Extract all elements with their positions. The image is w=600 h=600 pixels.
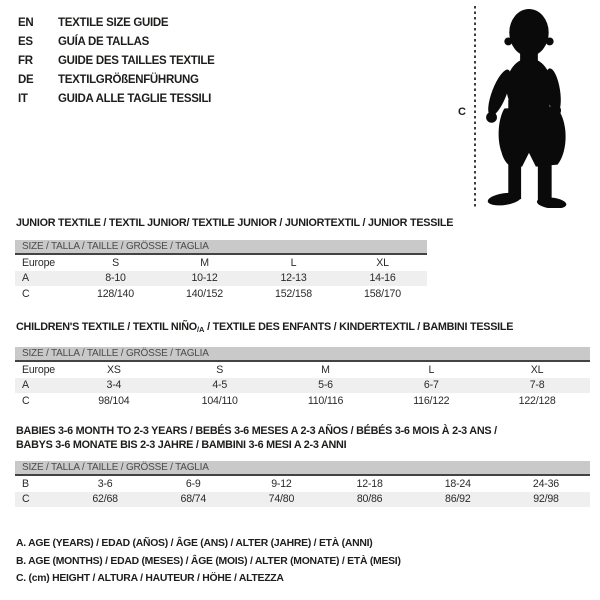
lang-code: DE [18, 73, 34, 86]
cell: 10-12 [191, 272, 218, 285]
guide-title-en: TEXTILE SIZE GUIDE [58, 16, 169, 29]
cell: L [428, 363, 435, 376]
row-label: Europe [22, 256, 55, 269]
size-header-bar: SIZE / TALLA / TAILLE / GRÖSSE / TAGLIA [15, 240, 427, 255]
guide-title-fr: GUIDE DES TAILLES TEXTILE [58, 54, 215, 67]
legend-notes [16, 535, 401, 588]
row-label: C [22, 394, 30, 407]
note-age-months: B. AGE (MONTHS) / EDAD (MESES) / ÂGE (MOIS) / ALTER (MONATE) / ETÀ (MESI) [16, 555, 401, 567]
row-label: A [22, 272, 29, 285]
cell: 116/122 [413, 394, 450, 407]
lang-code: ES [18, 35, 33, 48]
row-label: B [22, 477, 29, 490]
cell: 6-7 [423, 379, 439, 392]
babies-title-line1: BABIES 3-6 MONTH TO 2-3 YEARS / BEBÉS 3-6 MESES A 2-3 AÑOS / BÉBÉS 3-6 MOIS À 2-3 ANS / [16, 425, 497, 437]
children-title-pre: CHILDREN'S TEXTILE / TEXTIL NIÑO [16, 321, 197, 333]
size-header-bar: SIZE / TALLA / TAILLE / GRÖSSE / TAGLIA [15, 461, 590, 476]
cell: 9-12 [271, 477, 292, 490]
table-row [15, 492, 590, 508]
cell: M [321, 363, 330, 376]
cell: 74/80 [268, 493, 295, 506]
lang-row-fr [18, 51, 215, 70]
cell: XL [376, 256, 389, 269]
babies-section-title [16, 424, 497, 452]
cell: L [290, 256, 297, 269]
cell: 152/158 [275, 287, 312, 300]
babies-title-line2: BABYS 3-6 MONATE BIS 2-3 JAHRE / BAMBINI 3-6 MESI A 2-3 ANNI [16, 439, 347, 451]
guide-title-es: GUÍA DE TALLAS [58, 35, 149, 48]
table-row [15, 255, 427, 271]
cell: 110/116 [307, 394, 344, 407]
baby-silhouette-icon [482, 6, 574, 208]
cell: 8-10 [105, 272, 126, 285]
size-header-bar: SIZE / TALLA / TAILLE / GRÖSSE / TAGLIA [15, 347, 590, 362]
children-title-sub: /A [196, 325, 205, 334]
cell: 158/170 [364, 287, 401, 300]
junior-section-title: JUNIOR TEXTILE / TEXTIL JUNIOR/ TEXTILE JUNIOR / JUNIORTEXTIL / JUNIOR TESSILE [16, 217, 454, 229]
row-label: C [22, 493, 30, 506]
cell: 24-36 [532, 477, 559, 490]
height-measure-label: C [458, 106, 466, 118]
lang-code: IT [18, 92, 28, 105]
note-height-cm: C. (cm) HEIGHT / ALTURA / HAUTEUR / HÖHE / ALTEZZA [16, 573, 284, 585]
lang-code: FR [18, 54, 33, 67]
junior-size-table [15, 240, 427, 302]
lang-row-de [18, 70, 215, 89]
cell: 80/86 [356, 493, 383, 506]
lang-code: EN [18, 16, 34, 29]
cell: 18-24 [444, 477, 471, 490]
guide-title-de: TEXTILGRÖßENFÜHRUNG [58, 73, 199, 86]
cell: S [112, 256, 119, 269]
cell: 62/68 [92, 493, 118, 506]
cell: 140/152 [186, 287, 223, 300]
cell: 12-18 [356, 477, 383, 490]
cell: 7-8 [529, 379, 545, 392]
cell: 4-5 [212, 379, 228, 392]
row-label: C [22, 287, 30, 300]
children-section-title [16, 320, 513, 337]
row-label: A [22, 379, 29, 392]
cell: 98/104 [98, 394, 130, 407]
babies-size-table [15, 461, 590, 507]
cell: XS [107, 363, 121, 376]
cell: 3-4 [106, 379, 122, 392]
table-row [15, 378, 590, 394]
cell: 122/128 [518, 394, 556, 407]
children-size-table [15, 347, 590, 409]
language-title-list [18, 13, 215, 108]
table-row [15, 286, 427, 302]
lang-row-en [18, 13, 215, 32]
table-row [15, 271, 427, 287]
cell: XL [530, 363, 544, 376]
row-label: Europe [22, 363, 55, 376]
children-title-post: / TEXTILE DES ENFANTS / KINDERTEXTIL / BAMBINI TESSILE [204, 321, 514, 333]
table-row [15, 362, 590, 378]
table-row [15, 476, 590, 492]
guide-title-it: GUIDA ALLE TAGLIE TESSILI [58, 92, 212, 105]
cell: 6-9 [185, 477, 201, 490]
cell: 14-16 [369, 272, 396, 285]
note-age-years: A. AGE (YEARS) / EDAD (AÑOS) / ÂGE (ANS) / ALTER (JAHRE) / ETÀ (ANNI) [16, 538, 373, 550]
cell: 3-6 [97, 477, 113, 490]
cell: 92/98 [533, 493, 559, 506]
cell: 12-13 [280, 272, 307, 285]
cell: 104/110 [201, 394, 238, 407]
cell: M [200, 256, 209, 269]
cell: 86/92 [445, 493, 471, 506]
cell: 5-6 [318, 379, 333, 392]
table-row [15, 393, 590, 409]
lang-row-it [18, 89, 215, 108]
lang-row-es [18, 32, 215, 51]
height-measure-dotted-line [474, 6, 476, 207]
cell: 128/140 [97, 287, 134, 300]
cell: S [216, 363, 224, 376]
cell: 68/74 [180, 493, 207, 506]
